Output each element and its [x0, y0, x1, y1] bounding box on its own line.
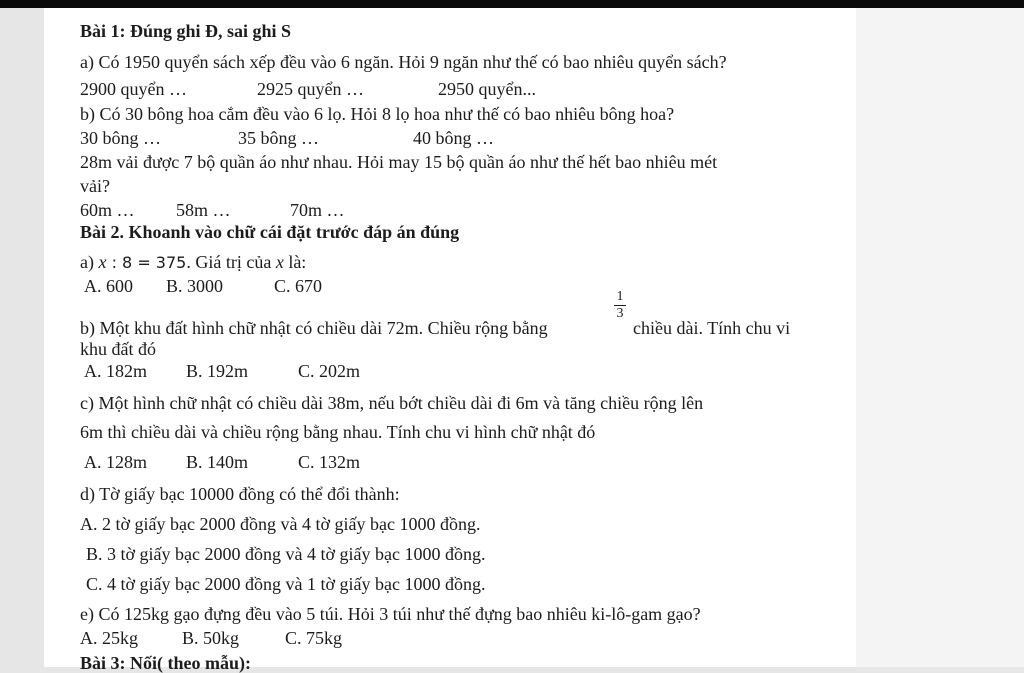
option: C. 202m: [298, 361, 361, 381]
exercise-3-title: Bài 3: Nối( theo mẫu):: [80, 653, 251, 673]
exercise-2b-question-line1b: chiều dài. Tính chu vi: [633, 318, 791, 338]
option: 60m …: [80, 200, 135, 220]
exercise-2b-question-line2: khu đất đó: [80, 339, 156, 359]
exercise-2d-option-b: B. 3 tờ giấy bạc 2000 đồng và 4 tờ giấy bạc 1000 đồng.: [86, 544, 486, 564]
option: A. 600: [84, 276, 133, 296]
option: 2925 quyển …: [257, 79, 364, 99]
option: 40 bông …: [413, 128, 494, 148]
exercise-1a-question: a) Có 1950 quyển sách xếp đều vào 6 ngăn. Hỏi 9 ngăn như thế có bao nhiêu quyển sách?: [80, 52, 727, 72]
equation: : 8 = 375: [106, 253, 187, 272]
exercise-2d-option-a: A. 2 tờ giấy bạc 2000 đồng và 4 tờ giấy bạc 1000 đồng.: [80, 514, 481, 534]
variable-x: x: [98, 252, 107, 272]
option: 2950 quyển...: [438, 79, 536, 99]
exercise-2-title: Bài 2. Khoanh vào chữ cái đặt trước đáp án đúng: [80, 222, 460, 242]
exercise-2d-option-c: C. 4 tờ giấy bạc 2000 đồng và 1 tờ giấy bạc 1000 đồng.: [86, 574, 486, 594]
option: C. 132m: [298, 452, 361, 472]
question-text: . Giá trị của: [186, 252, 276, 272]
exercise-2d-question: d) Tờ giấy bạc 10000 đồng có thể đổi thành:: [80, 484, 400, 504]
fraction-numerator: 1: [616, 289, 624, 304]
option: 70m …: [290, 200, 345, 220]
exercise-2c-question-line1: c) Một hình chữ nhật có chiều dài 38m, nếu bớt chiều dài đi 6m và tăng chiều rộng lên: [80, 393, 704, 413]
fraction-denominator: 3: [616, 306, 624, 321]
exercise-2a-question: [80, 252, 306, 273]
option: A. 182m: [84, 361, 147, 381]
exercise-2b-question-line1a: b) Một khu đất hình chữ nhật có chiều dài 72m. Chiều rộng bằng: [80, 318, 548, 338]
option: 2900 quyển …: [80, 79, 187, 99]
exercise-1-title: Bài 1: Đúng ghi Đ, sai ghi S: [80, 21, 292, 41]
exercise-2e-question: e) Có 125kg gạo đựng đều vào 5 túi. Hỏi 3 túi như thế đựng bao nhiêu ki-lô-gam gạo?: [80, 604, 701, 624]
option: B. 140m: [186, 452, 249, 472]
option: B. 50kg: [182, 628, 240, 648]
option: A. 128m: [84, 452, 147, 472]
exercise-2c-question-line2: 6m thì chiều dài và chiều rộng bằng nhau. Tính chu vi hình chữ nhật đó: [80, 422, 596, 442]
option: C. 75kg: [285, 628, 343, 648]
variable-x: x: [275, 252, 284, 272]
option: 35 bông …: [238, 128, 319, 148]
option: B. 192m: [186, 361, 249, 381]
right-margin: [856, 8, 1024, 667]
option: 58m …: [176, 200, 231, 220]
fraction-one-third: [614, 290, 626, 321]
document-page: [44, 8, 856, 673]
option: 30 bông …: [80, 128, 161, 148]
option: A. 25kg: [80, 628, 138, 648]
exercise-1c-question-line1: 28m vải được 7 bộ quần áo như nhau. Hỏi may 15 bộ quần áo như thế hết bao nhiêu mét: [80, 152, 718, 172]
option: B. 3000: [166, 276, 224, 296]
question-end: là:: [283, 252, 307, 272]
exercise-1c-question-line2: vải?: [80, 176, 110, 196]
top-bar: [0, 0, 1024, 8]
option: C. 670: [274, 276, 323, 296]
exercise-1b-question: b) Có 30 bông hoa cắm đều vào 6 lọ. Hỏi 8 lọ hoa như thế có bao nhiêu bông hoa?: [80, 104, 675, 124]
question-prefix: a): [80, 252, 99, 272]
